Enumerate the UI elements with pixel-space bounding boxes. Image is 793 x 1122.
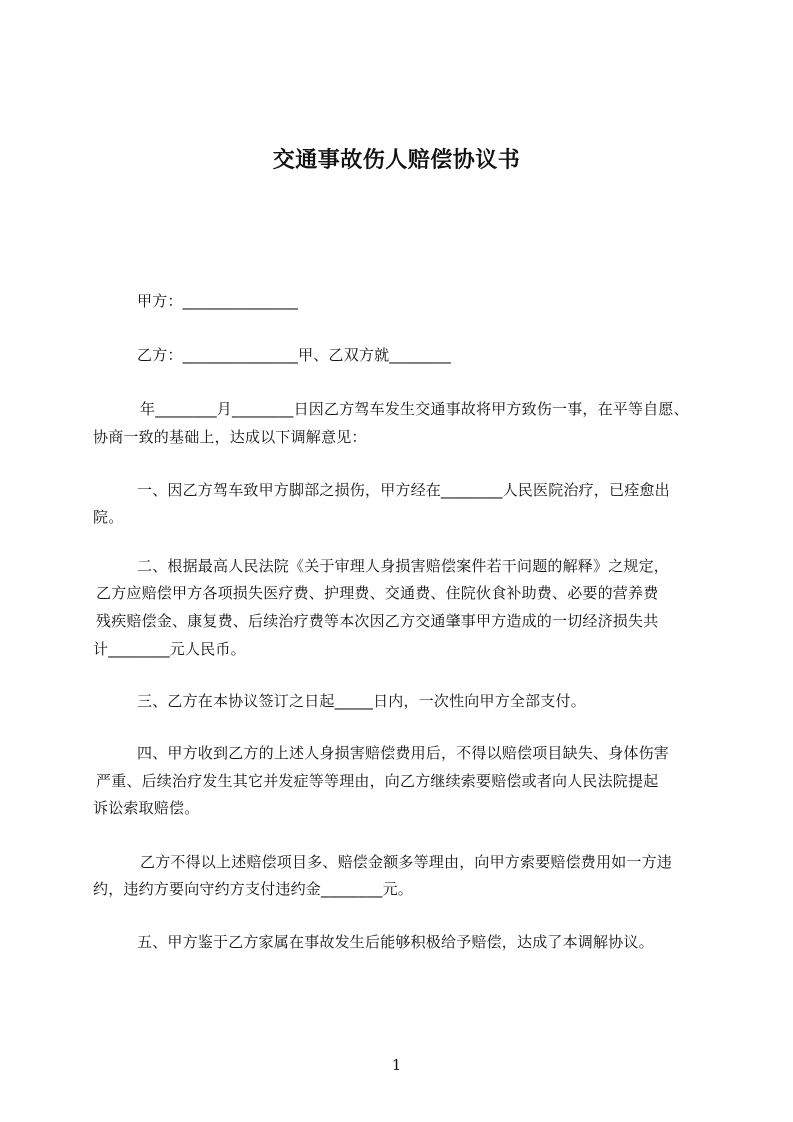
clause-1-line-1: 一、因乙方驾车致甲方脚部之损伤，甲方经在________人民医院治疗，已痊愈出 [137,481,670,499]
page-number: 1 [391,1056,402,1074]
party-a-line: 甲方：_______________ [137,292,299,310]
document-title: 交通事故伤人赔偿协议书 [272,148,521,173]
clause-2-line-3: 残疾赔偿金、康复费、后续治疗费等本次因乙方交通肇事甲方造成的一切经济损失共 [96,612,659,630]
party-b-line: 乙方：_______________甲、乙双方就________ [137,346,451,364]
clause-4-line-1: 四、甲方收到乙方的上述人身损害赔偿费用后，不得以赔偿项目缺失、身体伤害 [137,744,670,762]
breach-line-1: 乙方不得以上述赔偿项目多、赔偿金额多等理由，向甲方索要赔偿费用如一方违 [140,853,673,871]
intro-line-2: 协商一致的基础上，达成以下调解意见： [93,428,367,446]
clause-1-line-2: 院。 [93,508,124,526]
clause-4-line-2: 严重、后续治疗发生其它并发症等等理由，向乙方继续索要赔偿或者向人民法院提起 [96,772,659,790]
clause-2-line-2: 乙方应赔偿甲方各项损失医疗费、护理费、交通费、住院伙食补助费、必要的营养费 [96,584,659,602]
clause-2-line-1: 二、根据最高人民法院《关于审理人身损害赔偿案件若干问题的解释》之规定， [137,557,670,575]
breach-line-2: 约，违约方要向守约方支付违约金________元。 [93,880,414,898]
clause-3-line: 三、乙方在本协议签订之日起_____日内，一次性向甲方全部支付。 [137,692,586,710]
clause-4-line-3: 诉讼索取赔偿。 [93,799,200,817]
clause-2-line-4: 计________元人民币。 [93,640,246,658]
clause-5-line: 五、甲方鉴于乙方家属在事故发生后能够积极给予赔偿，达成了本调解协议。 [137,933,654,951]
intro-line-1: 年________月________日因乙方驾车发生交通事故将甲方致伤一事，在平等自愿、 [140,400,689,418]
